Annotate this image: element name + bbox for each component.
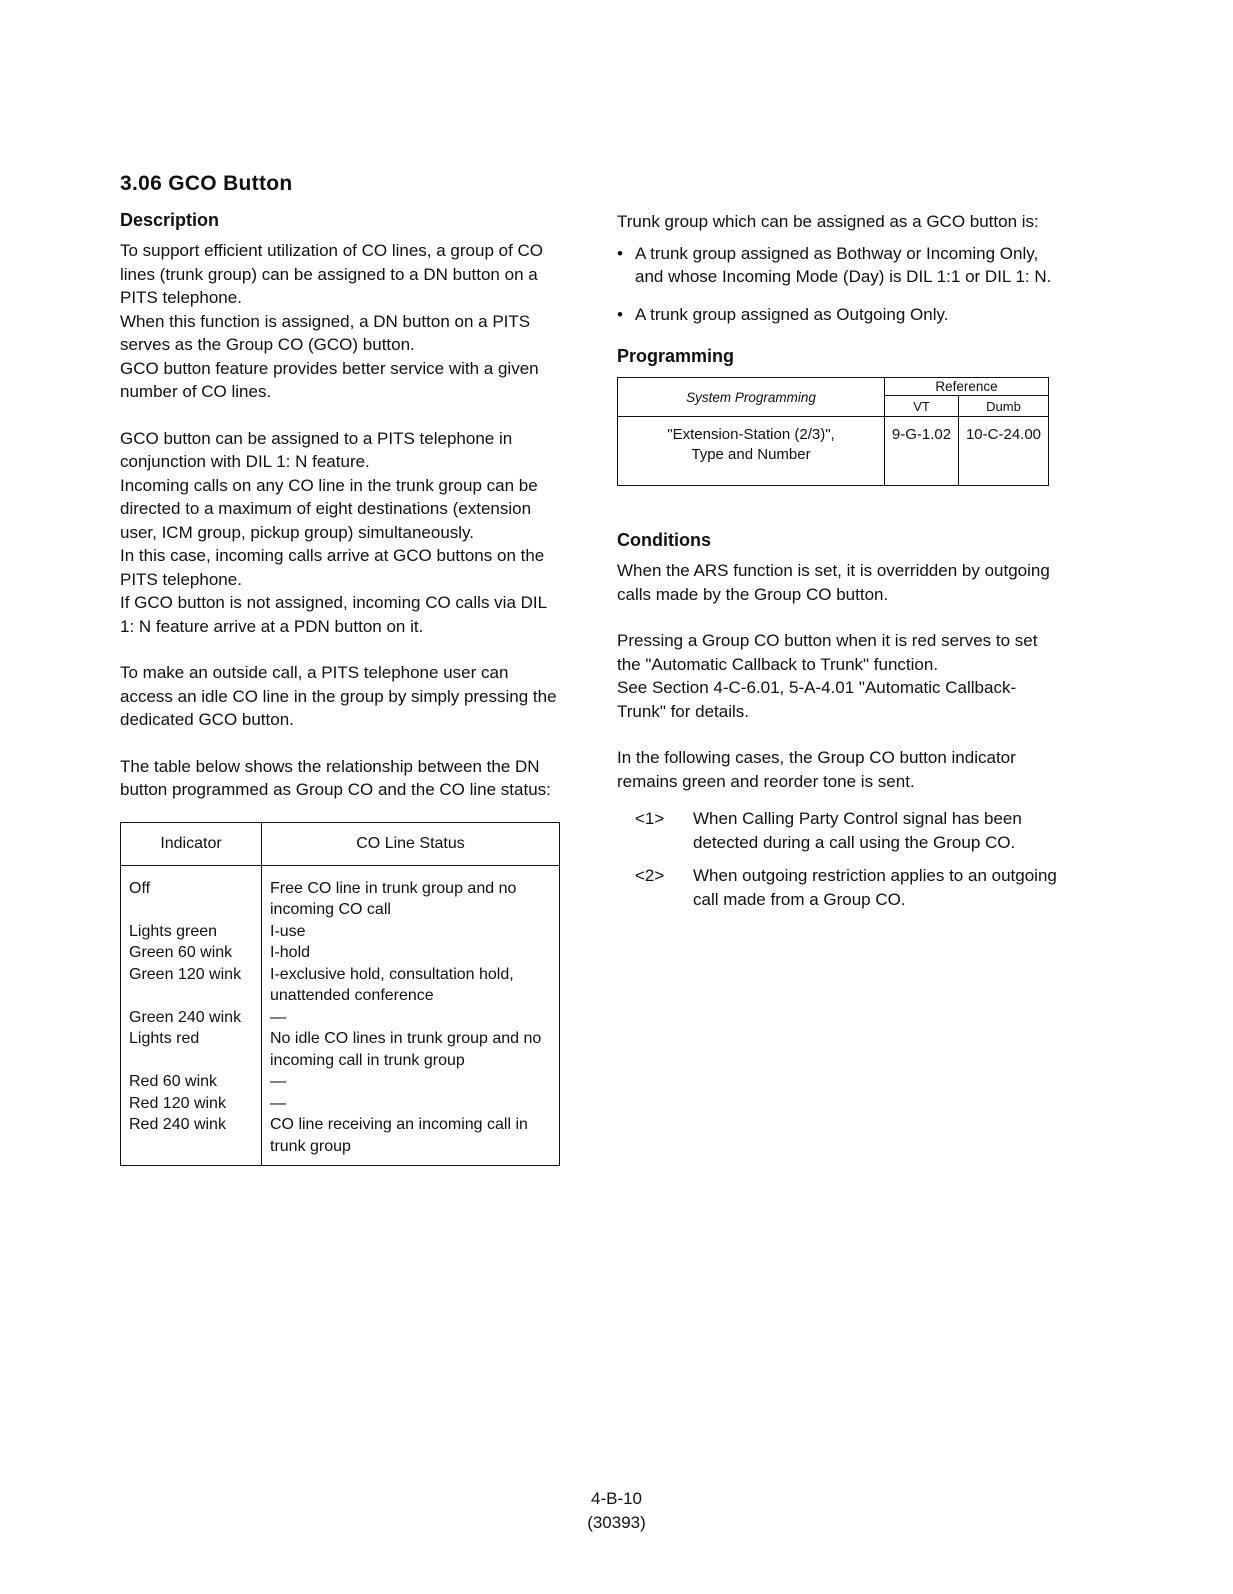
table-header-indicator: Indicator	[121, 822, 262, 865]
list-item	[617, 303, 1057, 327]
status-cell: No idle CO lines in trunk group and no incoming call in trunk group	[262, 1028, 560, 1071]
program-subname: Type and Number	[691, 446, 811, 463]
description-paragraph: The table below shows the relationship between the DN button programmed as Group CO and the CO line status:	[120, 756, 551, 799]
conditions-heading: Conditions	[617, 530, 711, 550]
document-code: (30393)	[587, 1513, 646, 1532]
table-header-vt: VT	[885, 396, 959, 417]
right-column	[617, 210, 1057, 921]
description-paragraph: When this function is assigned, a DN button on a PITS serves as the Group CO (GCO) button.	[120, 311, 531, 354]
indicator-cell: Lights red	[121, 1028, 262, 1071]
indicator-cell: Green 120 wink	[121, 964, 262, 1007]
program-name: "Extension-Station (2/3)",	[667, 426, 835, 443]
description-paragraph: To support efficient utilization of CO lines, a group of CO lines (trunk group) can be assigned to a DN button on a PITS telephone.	[120, 241, 544, 307]
table-row	[121, 1071, 560, 1093]
conditions-paragraph: When the ARS function is set, it is overridden by outgoing calls made by the Group CO button.	[617, 561, 1050, 604]
indicator-cell: Red 240 wink	[121, 1114, 262, 1166]
page-number: 4-B-10	[590, 1489, 643, 1508]
conditions-paragraph: See Section 4-C-6.01, 5-A-4.01 "Automatic Callback-Trunk" for details.	[617, 678, 1017, 721]
description-paragraph: If GCO button is not assigned, incoming CO calls via DIL 1: N feature arrive at a PDN button on it.	[120, 593, 547, 636]
description-paragraph: To make an outside call, a PITS telephone user can access an idle CO line in the group by simply pressing the dedicated GCO button.	[120, 663, 557, 729]
status-cell: I-use	[262, 921, 560, 943]
table-row	[121, 865, 560, 921]
conditions-paragraph: Pressing a Group CO button when it is red serves to set the "Automatic Callback to Trunk" function.	[617, 631, 1038, 674]
status-cell: —	[262, 1007, 560, 1029]
description-paragraph: Incoming calls on any CO line in the trunk group can be directed to a maximum of eight destinations (extension user, ICM group, pickup group) simultaneously.	[120, 475, 538, 542]
bullet-text: A trunk group assigned as Outgoing Only.	[635, 304, 949, 324]
table-row	[121, 1114, 560, 1166]
list-item	[635, 864, 1057, 911]
status-cell: —	[262, 1071, 560, 1093]
status-cell: I-exclusive hold, consultation hold, unattended conference	[262, 964, 560, 1007]
description-paragraph: GCO button can be assigned to a PITS telephone in conjunction with DIL 1: N feature.	[120, 428, 513, 471]
table-row	[121, 921, 560, 943]
item-text: When outgoing restriction applies to an outgoing call made from a Group CO.	[693, 866, 1057, 909]
indicator-cell: Red 120 wink	[121, 1093, 262, 1115]
table-row	[121, 1007, 560, 1029]
table-header-co-line-status: CO Line Status	[262, 822, 560, 865]
left-column	[120, 210, 565, 1166]
description-paragraph: GCO button feature provides better service with a given number of CO lines.	[120, 358, 539, 401]
status-cell: CO line receiving an incoming call in trunk group	[262, 1114, 560, 1166]
table-row	[121, 964, 560, 1007]
conditions-paragraph: In the following cases, the Group CO button indicator remains green and reorder tone is sent.	[617, 748, 1016, 791]
item-text: When Calling Party Control signal has been detected during a call using the Group CO.	[693, 809, 1022, 852]
status-cell: Free CO line in trunk group and no incoming CO call	[262, 865, 560, 921]
bullet-text: A trunk group assigned as Bothway or Incoming Only, and whose Incoming Mode (Day) is DIL 1:1 or DIL 1: N.	[635, 243, 1052, 286]
description-paragraph: In this case, incoming calls arrive at GCO buttons on the PITS telephone.	[120, 546, 545, 589]
programming-table	[617, 377, 1049, 486]
trunk-intro: Trunk group which can be assigned as a GCO button is:	[617, 212, 1039, 231]
system-programming-cell	[618, 417, 885, 486]
bullet-icon: •	[617, 304, 623, 324]
table-header-reference: Reference	[885, 378, 1049, 396]
indicator-status-table	[120, 822, 560, 1167]
list-item	[635, 807, 1057, 854]
item-number: <2>	[635, 866, 665, 885]
bullet-icon: •	[617, 243, 623, 263]
programming-heading: Programming	[617, 346, 735, 366]
table-row	[121, 1028, 560, 1071]
status-cell: —	[262, 1093, 560, 1115]
table-row	[121, 1093, 560, 1115]
table-header-dumb: Dumb	[959, 396, 1049, 417]
item-number: <1>	[635, 809, 665, 828]
table-row	[121, 942, 560, 964]
indicator-cell: Green 240 wink	[121, 1007, 262, 1029]
dumb-reference-cell: 10-C-24.00	[959, 417, 1049, 486]
status-cell: I-hold	[262, 942, 560, 964]
indicator-cell: Red 60 wink	[121, 1071, 262, 1093]
list-item	[617, 242, 1057, 289]
table-header-system-programming: System Programming	[618, 378, 885, 417]
indicator-cell: Green 60 wink	[121, 942, 262, 964]
section-title: 3.06 GCO Button	[120, 172, 293, 195]
indicator-cell: Lights green	[121, 921, 262, 943]
indicator-cell: Off	[121, 865, 262, 921]
table-row	[618, 417, 1049, 486]
vt-reference-cell: 9-G-1.02	[885, 417, 959, 486]
description-heading: Description	[120, 210, 220, 230]
